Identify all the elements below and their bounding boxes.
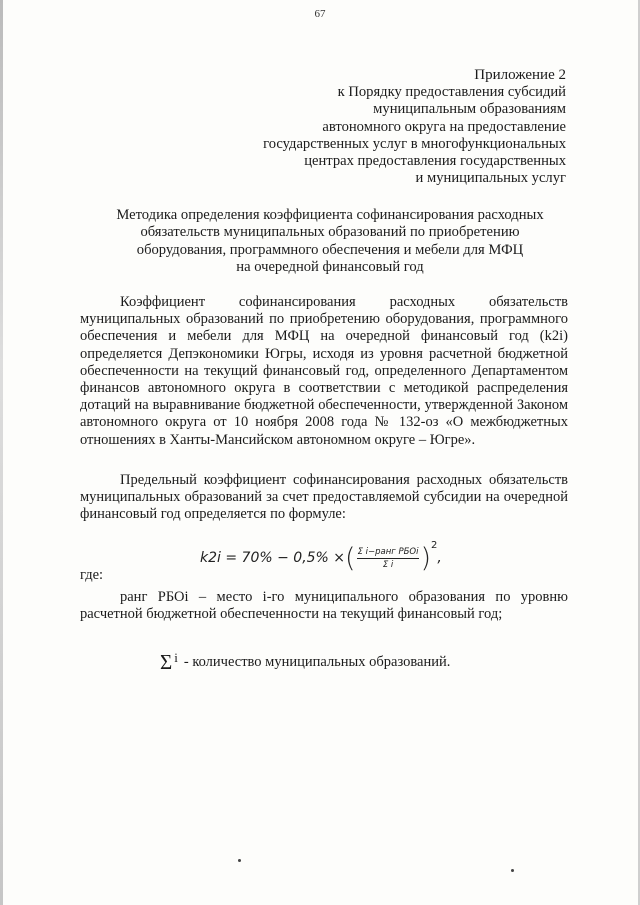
formula-fraction bbox=[357, 547, 420, 570]
definition-rank-text: ранг РБОi – место i-го муниципального образования по уровню расчетной бюджетной обеспеченности на текущий финансовый год; bbox=[80, 589, 568, 623]
formula-numerator: Σ i−ранг РБОi bbox=[357, 546, 419, 557]
sigma-symbol: Σ bbox=[160, 650, 173, 674]
formula-exponent: 2 bbox=[431, 540, 438, 551]
scan-speck bbox=[238, 859, 241, 862]
formula bbox=[200, 536, 442, 580]
appendix-line: к Порядку предоставления субсидий bbox=[337, 84, 566, 101]
formula-trailing: , bbox=[437, 550, 442, 566]
page-number: 67 bbox=[314, 8, 326, 20]
method-title-line: Методика определения коэффициента софинансирования расходных bbox=[116, 207, 544, 223]
where-label: где: bbox=[80, 567, 104, 583]
appendix-line: государственных услуг в многофункциональных bbox=[263, 135, 566, 152]
paragraph-coefficient-definition bbox=[80, 294, 568, 449]
appendix-line: и муниципальных услуг bbox=[415, 170, 566, 187]
formula-close-paren: ) bbox=[420, 542, 432, 574]
paragraph-text: Коэффициент софинансирования расходных обязательств муниципальных образований по приобретению оборудования, программного обеспечения и мебели для МФЦ на очередной финансовый год (k2i) определяется Депэкономики Югры, исходя из уровня расчетной бюджетной обеспеченности на текущий финансовый год, определенного Департаментом финансов автономного округа в соответствии с методикой распределения дотаций на выравнивание бюджетной обеспеченности, утвержденной Законом автономного округа от 10 ноября 2008 года № 132-оз «О межбюджетных отношениях в Ханты-Мансийском автономном округе – Югре». bbox=[80, 294, 568, 448]
formula-lhs: k2i = 70% − 0,5% × bbox=[200, 550, 346, 566]
sigma-index: i bbox=[174, 650, 178, 665]
definition-rank bbox=[80, 589, 568, 623]
method-title-line: на очередной финансовый год bbox=[236, 258, 424, 275]
formula-open-paren: ( bbox=[345, 542, 356, 574]
scan-edge-left bbox=[0, 0, 3, 905]
formula-denominator: Σ i bbox=[382, 559, 394, 570]
appendix-line: автономного округа на предоставление bbox=[322, 118, 566, 135]
method-title-line: оборудования, программного обеспечения и мебели для МФЦ bbox=[136, 241, 524, 258]
method-title bbox=[70, 207, 590, 276]
paragraph-limit-coefficient bbox=[80, 472, 568, 524]
paragraph-text: Предельный коэффициент софинансирования расходных обязательств муниципальных образований за счет предоставляемой субсидии на очередной финансовый год определяется по формуле: bbox=[80, 472, 568, 523]
appendix-title: Приложение 2 bbox=[474, 67, 566, 83]
appendix-line: муниципальным образованиям bbox=[373, 101, 566, 118]
definition-sum bbox=[160, 650, 450, 675]
appendix-line: центрах предоставления государственных bbox=[304, 153, 566, 170]
scan-speck bbox=[511, 869, 514, 872]
definition-sum-text: - количество муниципальных образований. bbox=[183, 654, 451, 670]
method-title-line: обязательств муниципальных образований по приобретению bbox=[140, 224, 520, 241]
appendix-header bbox=[206, 67, 566, 187]
